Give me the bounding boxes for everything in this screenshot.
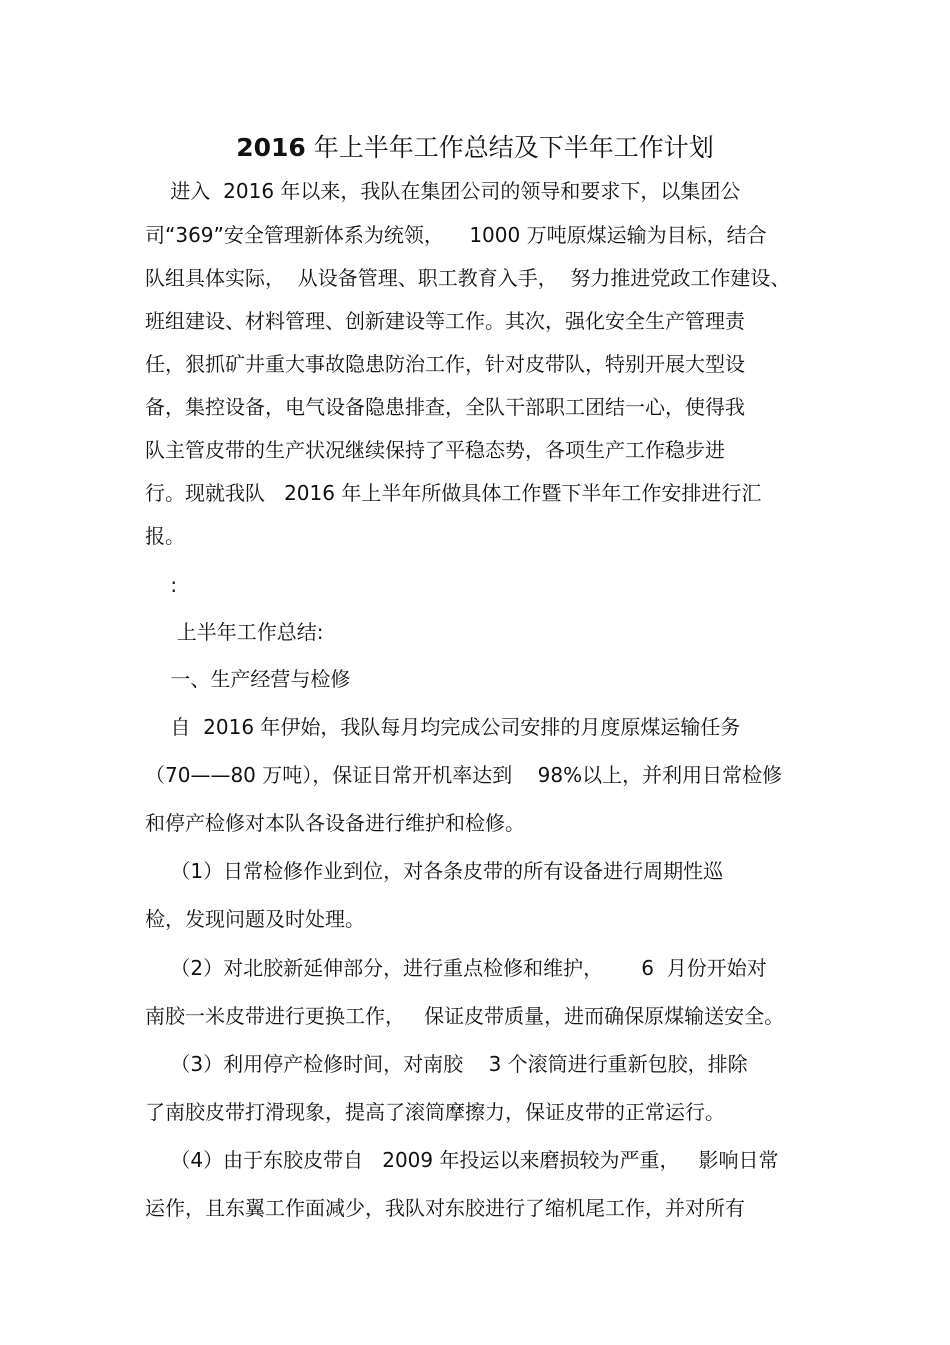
body-paragraph-line: （3）利用停产检修时间，对南胶 3 个滚筒进行重新包胶，排除 — [145, 1052, 748, 1076]
intro-paragraph-line: 报。 — [145, 524, 185, 548]
intro-paragraph-line: 行。现就我队 2016 年上半年所做具体工作暨下半年工作安排进行汇 — [145, 481, 762, 505]
body-paragraph-line: 南胶一米皮带进行更换工作， 保证皮带质量，进而确保原煤输送安全。 — [145, 1004, 785, 1028]
body-paragraph-line: 自 2016 年伊始，我队每月均完成公司安排的月度原煤运输任务 — [145, 715, 741, 739]
body-paragraph-line: （70——80 万吨），保证日常开机率达到 98%以上，并利用日常检修 — [145, 763, 783, 787]
body-paragraph-line: （1）日常检修作业到位，对各条皮带的所有设备进行周期性巡 — [145, 859, 724, 883]
intro-paragraph-line: 队组具体实际， 从设备管理、职工教育入手， 努力推进党政工作建设、 — [145, 266, 791, 290]
body-paragraph-line: 了南胶皮带打滑现象，提高了滚筒摩擦力，保证皮带的正常运行。 — [145, 1100, 725, 1124]
intro-paragraph-line: 备，集控设备，电气设备隐患排查，全队干部职工团结一心，使得我 — [145, 395, 745, 419]
section-heading: 上半年工作总结: — [145, 620, 324, 644]
title-text: 年上半年工作总结及下半年工作计划 — [313, 133, 714, 162]
intro-paragraph-line: 进入 2016 年以来，我队在集团公司的领导和要求下，以集团公 — [145, 179, 741, 203]
title-year: 2016 — [236, 133, 306, 162]
intro-paragraph-line: 任，狠抓矿井重大事故隐患防治工作，针对皮带队，特别开展大型设 — [145, 352, 745, 376]
body-paragraph-line: 运作，且东翼工作面减少，我队对东胶进行了缩机尾工作，并对所有 — [145, 1196, 745, 1220]
intro-paragraph-line: 司“369”安全管理新体系为统领， 1000 万吨原煤运输为目标，结合 — [145, 223, 767, 247]
intro-paragraph-line: 队主管皮带的生产状况继续保持了平稳态势，各项生产工作稳步进 — [145, 438, 725, 462]
subsection-heading: 一、生产经营与检修 — [145, 667, 351, 691]
document-title — [0, 128, 950, 168]
intro-paragraph-line: 班组建设、材料管理、创新建设等工作。其次，强化安全生产管理责 — [145, 309, 745, 333]
colon-line: : — [145, 573, 178, 597]
body-paragraph-line: 检，发现问题及时处理。 — [145, 907, 365, 931]
body-paragraph-line: 和停产检修对本队各设备进行维护和检修。 — [145, 811, 525, 835]
body-paragraph-line: （4）由于东胶皮带自 2009 年投运以来磨损较为严重， 影响日常 — [145, 1148, 779, 1172]
body-paragraph-line: （2）对北胶新延伸部分，进行重点检修和维护， 6 月份开始对 — [145, 956, 767, 980]
